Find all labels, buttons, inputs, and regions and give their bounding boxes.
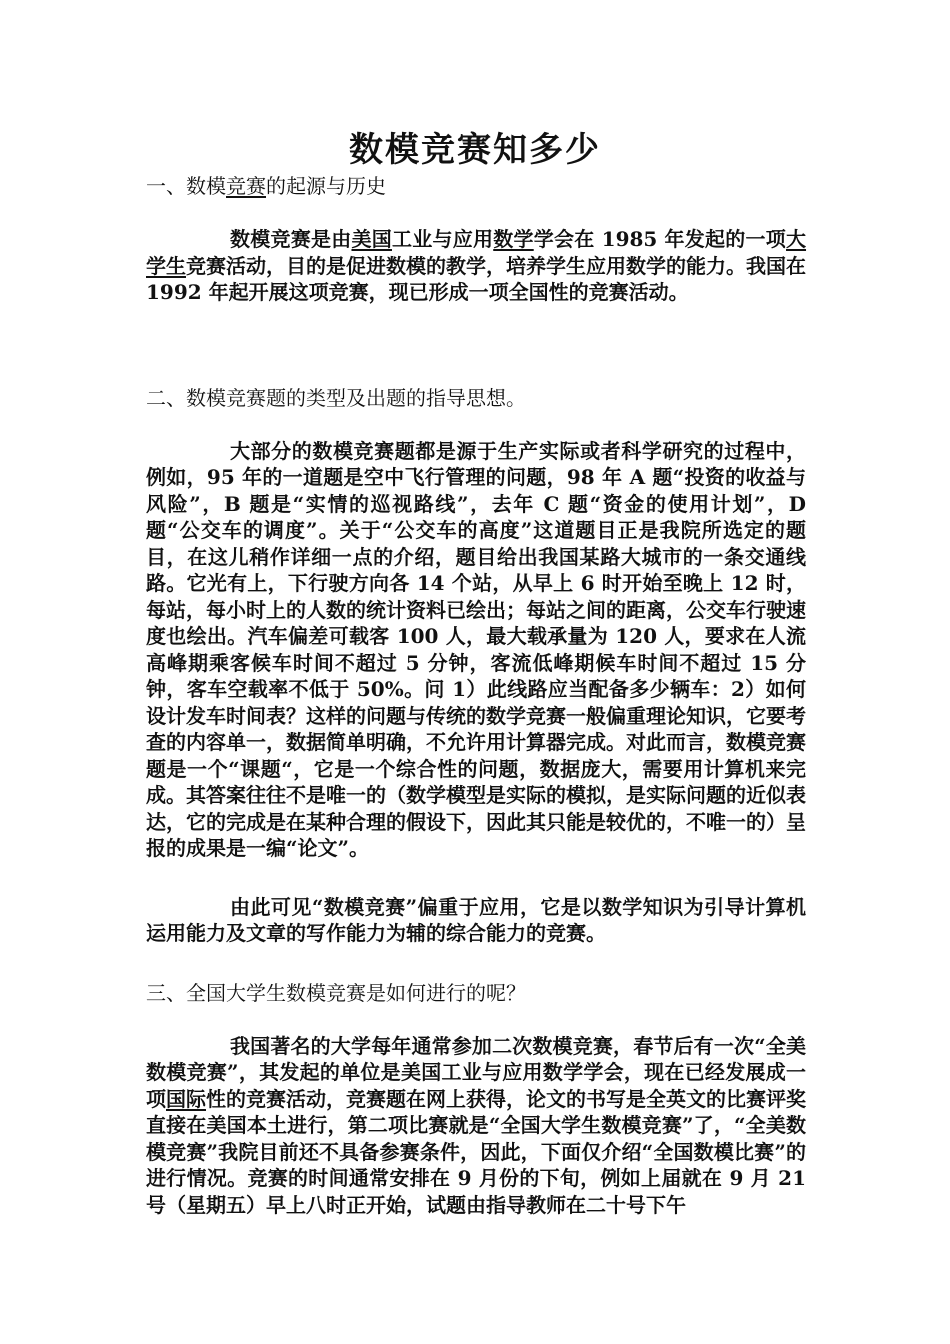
document-body — [146, 172, 806, 1218]
section-1-heading-underlined: 竞赛 — [226, 174, 266, 198]
s3-run-1: 国际 — [166, 1086, 206, 1111]
section-2-heading: 二、数模竞赛题的类型及出题的指导思想。 — [146, 385, 526, 410]
section-1-heading — [146, 172, 806, 200]
section-3-paragraph — [146, 1033, 806, 1219]
s1-run-3: 数学 — [493, 227, 534, 251]
section-1-paragraph — [146, 226, 806, 306]
s3-run-2: 性的竞赛活动，竞赛题在网上获得，论文的书写是全英文的比赛评奖直接在美国本土进行，第二项比赛就是“全国大学生数模竞赛”了，“全美数模竞赛”我院目前还不具备参赛条件，因此，下面仅介绍“全国数模比赛”的进行情况。竞赛的时间通常安排在 9 月份的下旬，例如上届就在 9 月 21 号（星期五）早上八时正开始，试题由指导教师在二十号下午 — [146, 1086, 806, 1217]
section-1-heading-pre: 一、数模 — [146, 174, 226, 198]
s1-run-5: 大学生 — [146, 227, 807, 278]
s3-run-0: 我国著名的大学每年通常参加二次数模竞赛，春节后有一次“全美数模竞赛”，其发起的单位是美国工业与应用数学学会，现在已经发展成一项 — [146, 1033, 806, 1111]
s1-run-4: 学会在 1985 年发起的一项 — [533, 227, 787, 251]
page-title: 数模竞赛知多少 — [349, 130, 601, 170]
section-3-heading: 三、全国大学生数模竞赛是如何进行的呢？ — [146, 980, 526, 1005]
section-1-heading-post: 的起源与历史 — [266, 174, 386, 198]
s1-run-2: 工业与应用 — [391, 227, 494, 251]
s1-run-1: 美国 — [351, 227, 392, 251]
s1-run-6: 竞赛活动，目的是促进数模的教学，培养学生应用数学的能力。我国在 1992 年起开展这项竞赛，现已形成一项全国性的竞赛活动。 — [146, 253, 806, 304]
section-2-paragraph-2: 由此可见“数模竞赛”偏重于应用，它是以数学知识为引导计算机运用能力及文章的写作能力为辅的综合能力的竞赛。 — [146, 894, 806, 945]
s1-run-0: 数模竞赛是由 — [230, 227, 352, 251]
section-2-paragraph-1: 大部分的数模竞赛题都是源于生产实际或者科学研究的过程中，例如，95 年的一道题是空中飞行管理的问题，98 年 A 题“投资的收益与风险”，B 题是“实情的巡视路线”，去年 C 题“资金的使用计划”，D 题“公交车的调度”。关于“公交车的高度”这道题目正是我院所选定的题目，在这儿稍作详细一点的介绍，题目给出我国某路大城市的一条交通线路。它光有上，下行驶方向各 14 个站，从早上 6 时开始至晚上 12 时，每站，每小时上的人数的统计资料已绘出；每站之间的距离，公交车行驶速度也绘出。汽车偏差可载客 100 人，最大载承量为 120 人，要求在人流高峰期乘客候车时间不超过 5 分钟，客流低峰期候车时间不超过 15 分钟，客车空载率不低于 50%。问 1）此线路应当配备多少辆车：2）如何设计发车时间表？这样的问题与传统的数学竞赛一般偏重理论知识，它要考查的内容单一，数据简单明确，不允许用计算器完成。对此而言，数模竞赛题是一个“课题“，它是一个综合性的问题，数据庞大，需要用计算机来完成。其答案往往不是唯一的（数学模型是实际的模拟，是实际问题的近似表达，它的完成是在某种合理的假设下，因此其只能是较优的，不唯一的）呈报的成果是一编“论文”。 — [146, 438, 806, 860]
